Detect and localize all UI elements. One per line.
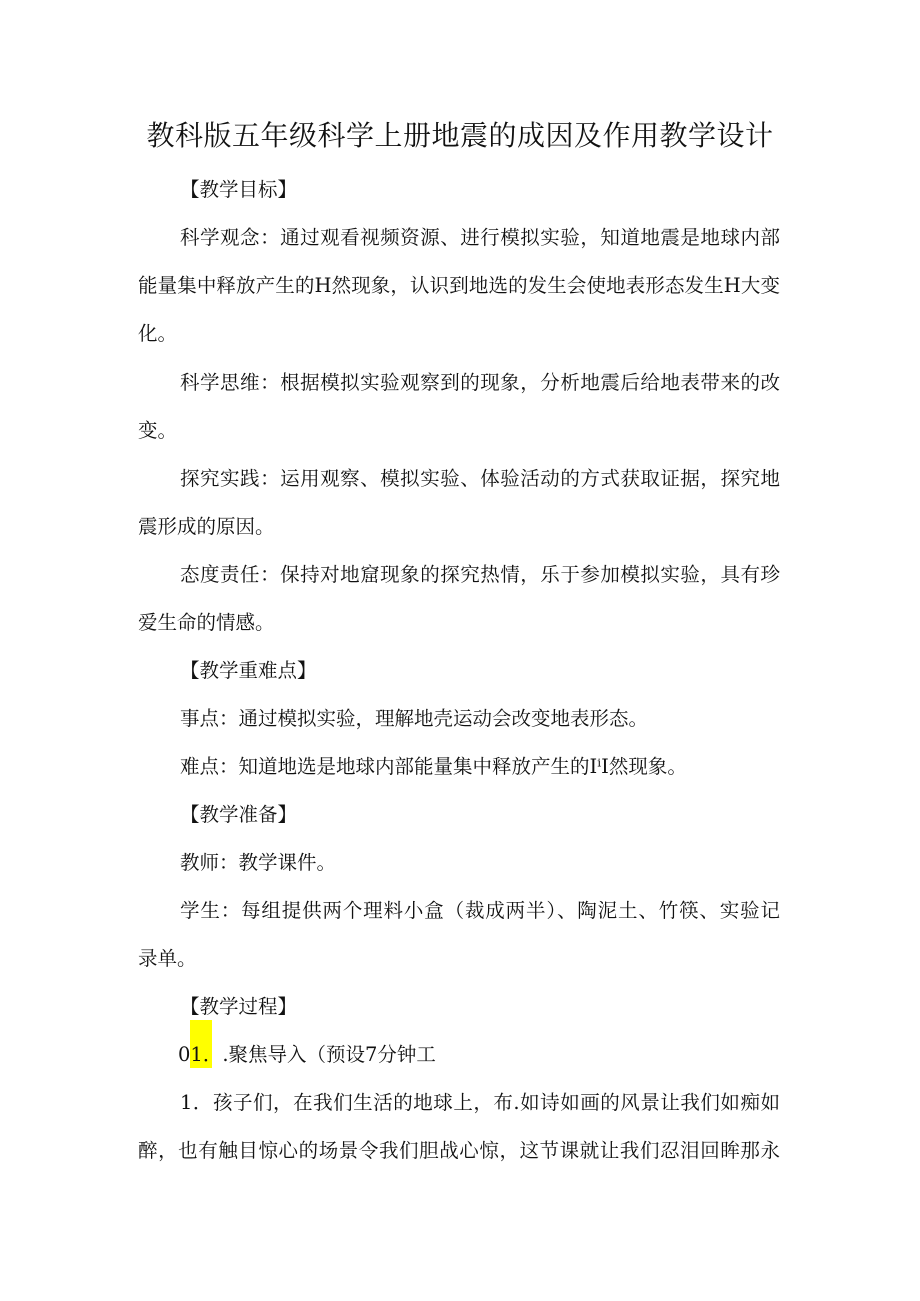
teacher-prep-line: 教师：教学课件。 — [180, 851, 337, 874]
heading-teaching-goals: 【教学目标】 — [180, 178, 298, 201]
intro-line-2: 醉，也有触目惊心的场景令我们胆战心惊，这节课就让我们忍泪回眸那永 — [138, 1139, 780, 1162]
concept-line-2: 能量集中释放产生的H然现象，认识到地选的发生会使地表形态发生H大变 — [138, 274, 780, 297]
key-point-line: 事点：通过模拟实验，理解地壳运动会改变地表形态。 — [180, 707, 649, 730]
difficulty-line: 难点：知道地选是地球内部能量集中释放产生的IⁱI然现象。 — [180, 755, 687, 778]
practice-line-1: 探究实践：运用观察、模拟实验、体验活动的方式获取证据，探究地 — [180, 467, 780, 490]
heading-key-points: 【教学重难点】 — [180, 659, 317, 682]
heading-preparation: 【教学准备】 — [180, 803, 298, 826]
concept-line-1: 科学观念：通过观看视频资源、进行模拟实验，知道地震是地球内部 — [180, 226, 780, 249]
intro-line-1: 1．孩子们，在我们生活的地球上，布.如诗如画的风景让我们如痴如 — [180, 1091, 780, 1114]
attitude-line-2: 爱生命的情感。 — [138, 611, 275, 634]
thinking-line-2: 变。 — [138, 419, 178, 442]
student-prep-line-2: 录单。 — [138, 947, 197, 970]
document-title: 教科版五年级科学上册地震的成因及作用教学设计 — [146, 119, 774, 152]
concept-line-3: 化。 — [138, 322, 178, 345]
student-prep-line-1: 学生：每组提供两个理料小盒（裁成两半）、陶泥土、竹筷、实验记 — [180, 899, 780, 922]
attitude-line-1: 态度责任：保持对地窟现象的探究热情，乐于参加模拟实验，具有珍 — [180, 563, 780, 586]
heading-process: 【教学过程】 — [180, 995, 298, 1018]
thinking-line-1: 科学思维：根据模拟实验观察到的现象，分析地震后给地表带来的改 — [180, 371, 780, 394]
step-1-heading: 01．.聚焦导入（预设7分钟工 — [178, 1043, 436, 1066]
practice-line-2: 震形成的原因。 — [138, 515, 275, 538]
